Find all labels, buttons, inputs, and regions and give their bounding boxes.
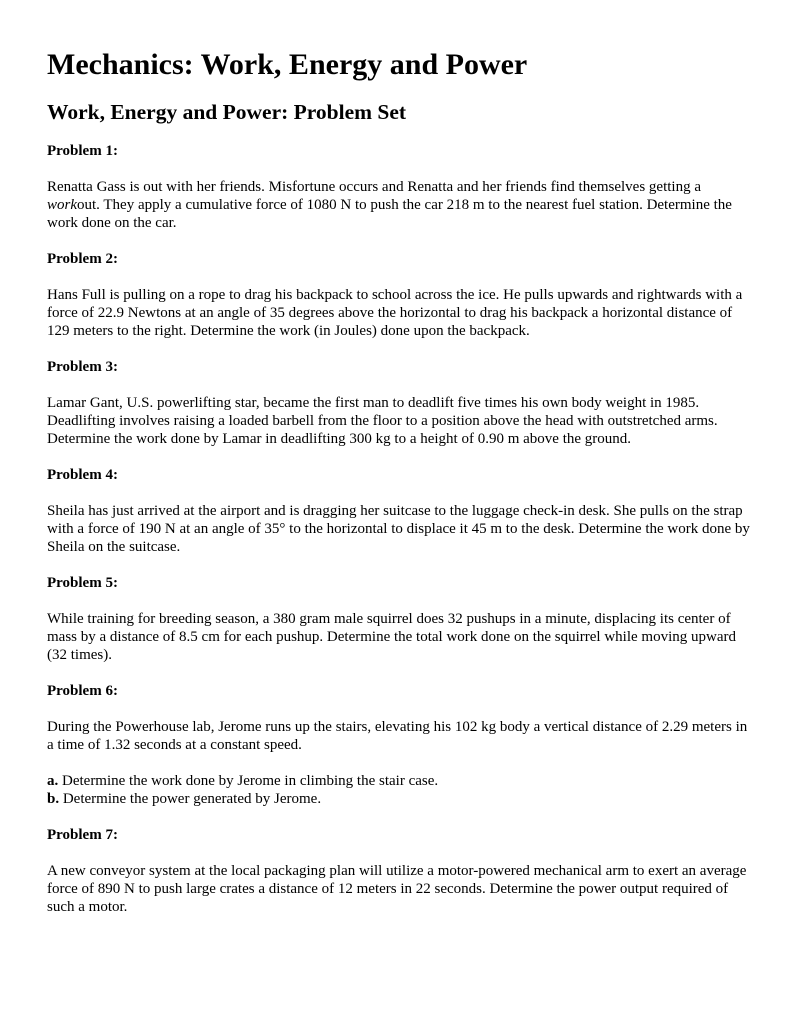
problem-heading: Problem 6:	[47, 683, 118, 699]
problem-heading: Problem 3:	[47, 359, 118, 375]
problem-text	[47, 178, 751, 232]
problem-heading: Problem 5:	[47, 575, 118, 591]
problem-heading: Problem 4:	[47, 467, 118, 483]
problem-text: While training for breeding season, a 380 gram male squirrel does 32 pushups in a minute, displacing its center of mass by a distance of 8.5 cm for each pushup. Determine the total work done on the squirrel while moving upward (32 times).	[47, 611, 736, 663]
part-text: Determine the power generated by Jerome.	[59, 791, 322, 807]
problem-6	[47, 682, 751, 808]
part-text: Determine the work done by Jerome in climbing the stair case.	[58, 773, 439, 789]
problem-heading: Problem 2:	[47, 251, 118, 267]
problem-text: Sheila has just arrived at the airport and is dragging her suitcase to the luggage check-in desk. She pulls on the strap with a force of 190 N at an angle of 35° to the horizontal to displace it 45 m to the desk. Determine the work done by Sheila on the suitcase.	[47, 503, 750, 555]
problem-3	[47, 358, 751, 448]
problem-7	[47, 826, 751, 916]
problem-text: Hans Full is pulling on a rope to drag his backpack to school across the ice. He pulls upwards and rightwards with a force of 22.9 Newtons at an angle of 35 degrees above the horizontal to drag his backpack a horizontal distance of 129 meters to the right. Determine the work (in Joules) done upon the backpack.	[47, 287, 743, 339]
problem-text: A new conveyor system at the local packaging plan will utilize a motor-powered mechanical arm to exert an average force of 890 N to push large crates a distance of 12 meters in 22 seconds. Determine the power output required of such a motor.	[47, 863, 747, 915]
problem-text: Lamar Gant, U.S. powerlifting star, became the first man to deadlift five times his own body weight in 1985. Deadlifting involves raising a loaded barbell from the floor to a position above the head with outstretched arms. Determine the work done by Lamar in deadlifting 300 kg to a height of 0.90 m above the ground.	[47, 395, 718, 447]
problem-part-b	[47, 790, 751, 808]
problem-text-italic: work	[47, 197, 77, 213]
problem-5	[47, 574, 751, 664]
part-label: a.	[47, 773, 59, 789]
problem-text: During the Powerhouse lab, Jerome runs up the stairs, elevating his 102 kg body a vertical distance of 2.29 meters in a time of 1.32 seconds at a constant speed.	[47, 719, 748, 753]
problem-2	[47, 250, 751, 340]
part-label: b.	[47, 791, 60, 807]
problem-text-lead: Renatta Gass is out with her friends. Misfortune occurs and Renatta and her friends find themselves getting a	[47, 179, 701, 195]
problem-4	[47, 466, 751, 556]
problem-parts	[47, 772, 751, 808]
page-title: Mechanics: Work, Energy and Power	[47, 48, 528, 81]
problem-text-rest: out. They apply a cumulative force of 1080 N to push the car 218 m to the nearest fuel station. Determine the work done on the car.	[47, 197, 732, 231]
page-subtitle: Work, Energy and Power: Problem Set	[47, 100, 407, 124]
problem-heading: Problem 7:	[47, 827, 118, 843]
problem-heading: Problem 1:	[47, 143, 118, 159]
problem-part-a	[47, 772, 751, 790]
problem-1	[47, 142, 751, 232]
